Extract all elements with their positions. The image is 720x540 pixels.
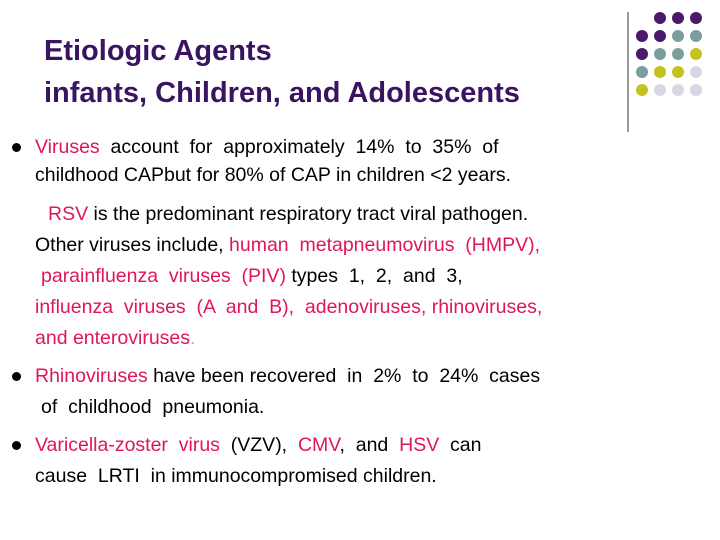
text-line: cause LRTI in immunocompromised children.: [35, 465, 437, 487]
decor-dot: [690, 48, 702, 60]
term-hsv: HSV: [399, 434, 440, 456]
text-run: account for approximately 14% to 35% of: [99, 136, 499, 158]
decor-dot: [690, 30, 702, 42]
text-run: .: [190, 327, 196, 349]
text-line: [35, 362, 712, 390]
text-run: is the predominant respiratory tract viral pathogen.: [88, 203, 529, 225]
text-run: can: [439, 434, 482, 456]
bullet-icon: [12, 441, 21, 450]
decor-dot: [636, 66, 648, 78]
decor-dot: [636, 84, 648, 96]
term-vzv: Varicella-zoster virus: [35, 434, 220, 456]
text-line: [35, 431, 712, 459]
decor-dot: [654, 30, 666, 42]
dot-grid-decoration: [634, 12, 714, 104]
text-line: [35, 262, 712, 290]
bullet-paragraph-rhinoviruses: [12, 362, 712, 421]
decor-dot: [690, 12, 702, 24]
term-hmpv: human metapneumovirus (HMPV),: [229, 234, 541, 256]
term-enteroviruses: and enteroviruses: [35, 327, 191, 349]
decor-dot: [636, 48, 648, 60]
decor-dot: [654, 66, 666, 78]
title-line-1: Etiologic Agents: [44, 35, 272, 67]
decor-dot: [690, 84, 702, 96]
text-line: influenza viruses (A and B), adenoviruses, rhinoviruses,: [35, 296, 543, 318]
decor-dot: [654, 84, 666, 96]
decor-dot: [672, 48, 684, 60]
decor-dot: [654, 12, 666, 24]
decor-dot: [672, 66, 684, 78]
decor-dot: [654, 48, 666, 60]
term-viruses: Viruses: [35, 136, 100, 158]
slide-title: [44, 30, 520, 114]
text-line: [35, 133, 712, 161]
bullet-icon: [12, 143, 21, 152]
term-rhinoviruses: Rhinoviruses: [35, 365, 148, 387]
text-line: childhood CAPbut for 80% of CAP in children <2 years.: [35, 164, 512, 186]
text-line: [35, 231, 712, 259]
term-cmv: CMV: [297, 434, 340, 456]
text-run: , and: [339, 434, 400, 456]
slide-body: [12, 133, 712, 490]
spacer: [35, 189, 712, 200]
text-run: Other viruses include,: [35, 234, 230, 256]
text-run: types 1, 2, and 3,: [285, 265, 463, 287]
text-line: [35, 324, 712, 352]
text-run: (VZV),: [219, 434, 298, 456]
bullet-paragraph-vzv: [12, 431, 712, 490]
decor-dot: [672, 12, 684, 24]
title-divider: [627, 12, 629, 132]
decor-dot: [672, 84, 684, 96]
decor-dot: [636, 30, 648, 42]
bullet-icon: [12, 372, 21, 381]
term-rsv: RSV: [48, 203, 89, 225]
decor-dot: [672, 30, 684, 42]
text-run: have been recovered in 2% to 24% cases: [147, 365, 541, 387]
bullet-paragraph-viruses: [12, 133, 712, 352]
text-line: [35, 200, 712, 228]
term-piv: parainfluenza viruses (PIV): [41, 265, 286, 287]
title-line-2: infants, Children, and Adolescents: [44, 77, 520, 109]
text-line: of childhood pneumonia.: [41, 396, 265, 418]
decor-dot: [690, 66, 702, 78]
